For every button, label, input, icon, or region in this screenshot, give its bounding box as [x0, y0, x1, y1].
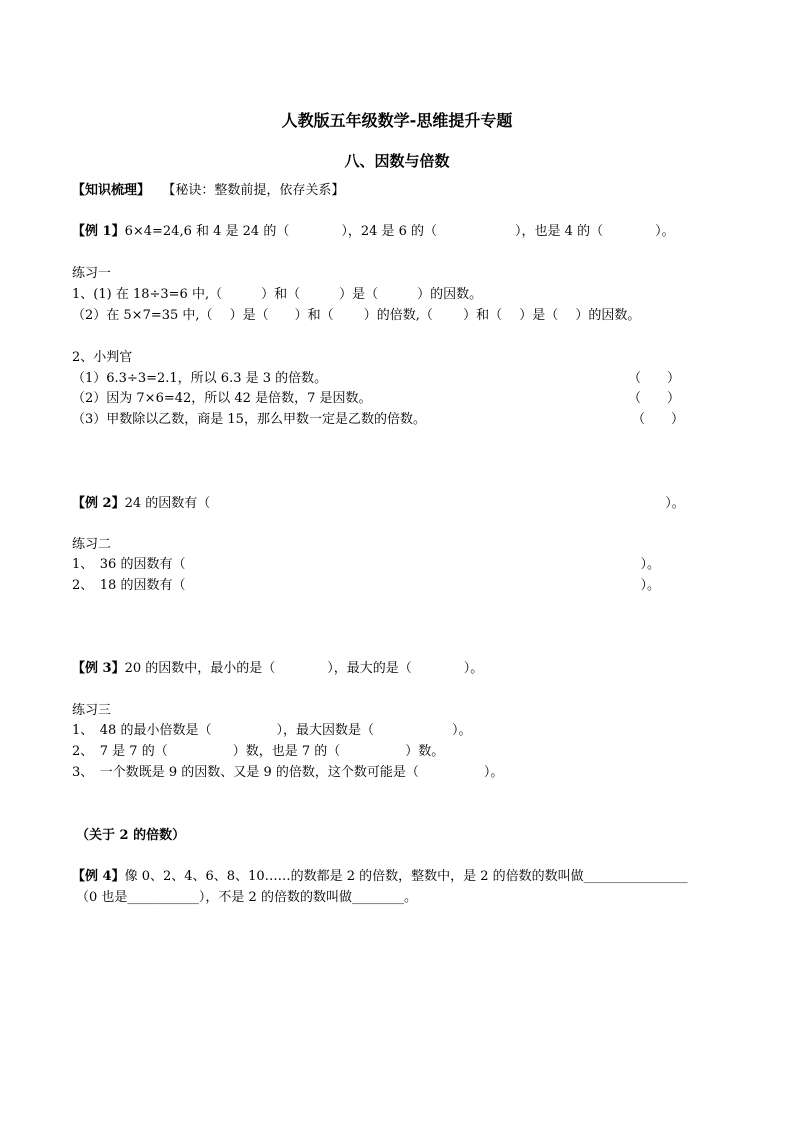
example-4-text-1: 像 0、2、4、6、8、10……的数都是 2 的倍数，整数中，是 2 的倍数的数叫做________________: [124, 869, 688, 884]
practice-2-q2: 2、 18 的因数有（ ）。: [72, 578, 660, 593]
practice-1-heading: 练习一: [72, 266, 112, 281]
practice-3-heading: 练习三: [72, 703, 112, 718]
judge-item-1: （1）6.3÷3=2.1，所以 6.3 是 3 的倍数。: [72, 371, 328, 386]
example-3-text: 20 的因数中，最小的是（ ），最大的是（ ）。: [124, 661, 484, 676]
example-1-tag: 【例 1】: [72, 224, 125, 239]
judge-item-2: （2）因为 7×6=42，所以 42 是倍数，7 是因数。: [72, 391, 372, 406]
example-4-tag: 【例 4】: [72, 869, 125, 884]
example-2-tag: 【例 2】: [72, 496, 125, 511]
example-1: [72, 224, 675, 240]
about-2-heading: （关于 2 的倍数）: [76, 828, 186, 843]
practice-1-q2: 2、小判官: [72, 350, 133, 365]
example-2: [72, 496, 685, 512]
example-2-text: 24 的因数有（ ）。: [124, 496, 685, 511]
example-4-line-2: （0 也是___________），不是 2 的倍数的数叫做________。: [76, 890, 417, 905]
example-4-line-1: [72, 869, 688, 885]
example-3-tag: 【例 3】: [72, 661, 125, 676]
example-1-text: 6×4=24,6 和 4 是 24 的（ ），24 是 6 的（ ），也是 4 的（ ）。: [124, 224, 675, 239]
practice-1-q1a: 1、(1) 在 18÷3=6 中,（ ）和（ ）是（ ）的因数。: [72, 287, 483, 302]
knowledge-line: [72, 183, 344, 199]
judge-answer-3: （ ）: [632, 412, 685, 427]
example-3: [72, 661, 483, 677]
knowledge-tip: 【秘诀：整数前提，依存关系】: [162, 183, 345, 198]
practice-3-q1: 1、 48 的最小倍数是（ ），最大因数是（ ）。: [72, 723, 472, 738]
practice-1-q1b: （2）在 5×7=35 中,（ ）是（ ）和（ ）的倍数,（ ）和（ ）是（ ）的因数。: [72, 308, 641, 323]
knowledge-label: 【知识梳理】: [72, 183, 151, 198]
page-title: 人教版五年级数学-思维提升专题: [281, 111, 513, 130]
practice-2-q1: 1、 36 的因数有（ ）。: [72, 557, 660, 572]
practice-3-q2: 2、 7 是 7 的（ ）数，也是 7 的（ ）数。: [72, 744, 445, 759]
section-title: 八、因数与倍数: [344, 152, 450, 170]
judge-answer-1: （ ）: [628, 371, 681, 386]
judge-answer-2: （ ）: [628, 391, 681, 406]
practice-3-q3: 3、 一个数既是 9 的因数、又是 9 的倍数，这个数可能是（ ）。: [72, 765, 504, 780]
practice-2-heading: 练习二: [72, 537, 112, 552]
judge-item-3: （3）甲数除以乙数，商是 15，那么甲数一定是乙数的倍数。: [72, 412, 426, 427]
